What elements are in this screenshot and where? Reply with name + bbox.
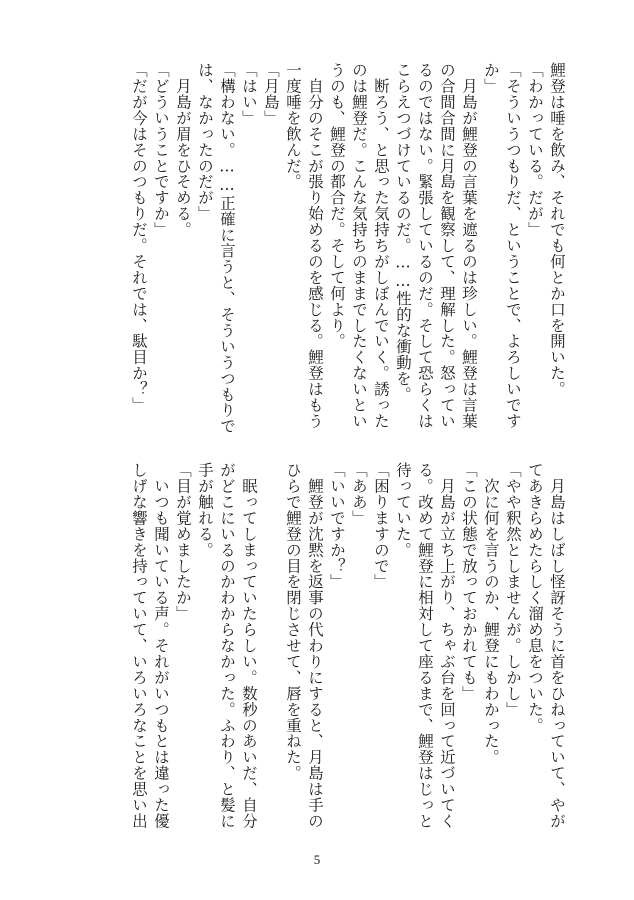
text-line: か」: [482, 62, 500, 94]
text-block-top: [40, 62, 568, 435]
text-line: 月島が鯉登の言葉を遮るのは珍しい。鯉登は言葉: [460, 62, 478, 429]
text-line: 断ろう、と思った気持ちがしぼんでいく。誘った: [372, 62, 390, 429]
text-line: 「困りますので」: [372, 462, 390, 590]
text-line: 自分のそこが張り始めるのを感じる。鯉登はもう: [306, 62, 324, 429]
text-line: しげな響きを持っていて、いろいろなことを思い出: [130, 462, 148, 829]
text-line: うのも、鯉登の都合だ。そして何より。: [328, 62, 346, 350]
text-block-bottom: [40, 462, 568, 829]
text-line: 「月島」: [262, 62, 280, 126]
text-line: ひらで鯉登の目を閉じさせて、唇を重ねた。: [284, 462, 302, 781]
text-line: 「構わない。……正確に言うと、そういうつもりで: [218, 62, 236, 435]
text-line: がどこにいるのかわからなかった。ふわり、と髪に: [218, 462, 236, 829]
text-line: 待っていた。: [394, 462, 412, 558]
text-line: てあきらめたらしく溜め息をついた。: [526, 462, 544, 734]
text-line: 鯉登が沈黙を返事の代わりにすると、月島は手の: [306, 462, 324, 829]
text-line: 「目が覚めましたか」: [174, 462, 192, 622]
text-line: 月島が眉をひそめる。: [174, 62, 192, 238]
text-line: 眠ってしまっていたらしい。数秒のあいだ、自分: [240, 462, 258, 829]
text-line: の合間合間に月島を観察して、理解した。怒ってい: [438, 62, 456, 429]
page-number: 5: [313, 852, 321, 867]
text-line: 「はい」: [240, 62, 258, 126]
text-line: 月島はしばし怪訝そうに首をひねっていて、やが: [548, 462, 566, 829]
text-line: る。改めて鯉登に相対して座るまで、鯉登はじっと: [416, 462, 434, 829]
text-line: は、なかったのだが」: [196, 62, 214, 222]
text-line: るのではない。緊張しているのだ。そして恐らくは: [416, 62, 434, 429]
text-line: 「どういうことですか」: [152, 62, 170, 238]
text-line: こらえつづけているのだ。……性的な衝動を。: [394, 62, 412, 403]
text-line: のは鯉登だ。こんな気持ちのままでしたくないとい: [350, 62, 368, 429]
text-line: 「わかっている。だが」: [526, 62, 544, 238]
text-line: 「やや釈然としませんが。しかし」: [504, 462, 522, 718]
text-line: 手が触れる。: [196, 462, 214, 558]
text-line: [260, 462, 282, 816]
text-line: 鯉登は唾を飲み、それでも何とか口を開いた。: [548, 62, 566, 397]
text-line: 一度唾を飲んだ。: [284, 62, 302, 190]
text-line: 「そういうつもりだ、ということで、よろしいです: [504, 62, 522, 429]
text-line: 「ああ」: [350, 462, 368, 526]
text-line: 「だが今はそのつもりだ。それでは、駄目か？」: [130, 62, 148, 413]
text-line: 「いいですか？」: [328, 462, 346, 590]
text-line: 月島が立ち上がり、ちゃぶ台を回って近づいてく: [438, 462, 456, 829]
text-line: いつも聞いている声。それがいつもとは違った優: [152, 462, 170, 829]
text-line: 「この状態で放っておかれても」: [460, 462, 478, 702]
text-line: 次に何を言うのか、鯉登にもわかった。: [482, 462, 500, 766]
